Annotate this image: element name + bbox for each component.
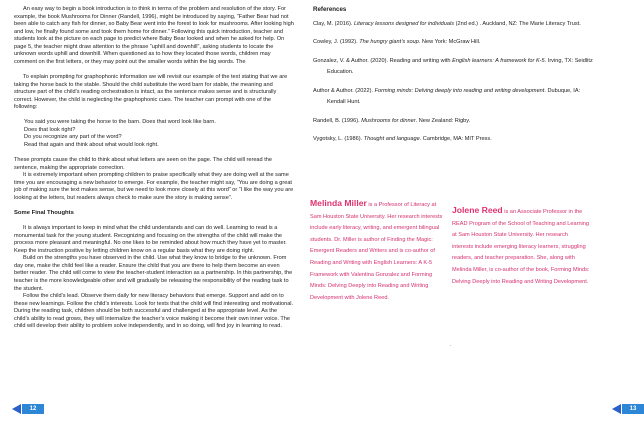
- reference-title: English learners: A framework for K-5: [452, 57, 545, 64]
- reference-title: Forming minds: Delving deeply into reading and writing development: [374, 87, 545, 94]
- reference-publisher: . New Zealand: Rigby.: [415, 117, 471, 124]
- reference-author: Author & Author. (2022).: [313, 87, 375, 94]
- reference-item: [313, 37, 595, 49]
- reference-publisher: . Dubuque, IA: Kendall Hunt.: [327, 87, 581, 106]
- reference-author: Gonzalez, V. & Author. (2020). Reading and writing with: [313, 57, 453, 64]
- reference-author: Clay, M. (2016).: [313, 21, 354, 27]
- reference-author: Vygotsky, L. (1986).: [313, 136, 364, 143]
- previous-page-arrow-icon[interactable]: [612, 404, 621, 414]
- left-body-text: [14, 6, 294, 331]
- author-bio-jolene-reed: [452, 205, 590, 288]
- stray-mark: .: [450, 342, 452, 348]
- left-page: [0, 0, 300, 424]
- paragraph: It is always important to keep in mind what the child understands and can do well. Learning to read is a monumental task for the young student. Recognizing and focusing on the strengths of the child will make the process more pleasant and meaningful. No one likes to be reminded about how much they have yet to master. Keep the instruction positive by letting children know on a regular basis what they are doing right.: [14, 225, 287, 254]
- previous-page-arrow-icon[interactable]: [12, 404, 21, 414]
- references-heading: References: [313, 6, 347, 13]
- reference-title: Mushrooms for dinner: [361, 117, 416, 124]
- author-bio-text: is a Professor of Literacy at Sam Houston State University. Her research interests include early literacy, writing, and emergent bilingual students. Dr. Miller is author of Finding the Magic: Emergent Readers and Writers and is co-author of Reading and Writing with English Learners: A K-5 Framework with Valentina Gonzalez and Forming Minds: Delving Deeply into Reading and Writing Development with Jolene Reed.: [310, 202, 443, 301]
- paragraph: Follow the child’s lead. Observe them daily for new literacy behaviors that emerge. Support and add on to these new learnings. Follow the child’s interests. Look for texts that the child will find interesting and motivational. During the reading task, children should be both successful and challenged at the appropriate level. As the child’s ability to read grows, they will internalize the teacher’s voice making it become their own inner voice. The child will develop their ability to problem solve independently, and in so doing, will find joy in learning to read.: [14, 293, 294, 330]
- author-bio-melinda-miller: [310, 198, 446, 304]
- reference-author: Cowley, J. (1992).: [313, 39, 360, 46]
- references-section: [313, 6, 595, 153]
- reference-title: The hungry giant’s soup: [359, 39, 419, 46]
- section-heading: Some Final Thoughts: [14, 209, 74, 216]
- reference-item: [313, 56, 595, 79]
- paragraph: It is extremely important when prompting children to praise specifically what they are doing well at the same time you are encouraging a new behavior to emerge. For example, the teacher might say, “You are doing a great job of making sure the text makes sense, but we need to look more closely at this word” or “I like the way you are looking at the letters, but readers always check to make sure the story is making sense”.: [14, 172, 294, 201]
- quote-line: Does that look right?: [24, 126, 76, 133]
- paragraph: Build on the strengths you have observed in the child. Use what they know to bridge to the unknown. From day one, make the child feel like a reader. Ensure the child that you are there to help them become an even better reader. The child will come to view the teacher-student interaction as a partnership. In this partnership, the teacher is the more knowledgeable other and will gradually be releasing the responsibility of the reading task to the student.: [14, 255, 293, 292]
- right-page-footer: [612, 404, 644, 414]
- quote-line: You said you were taking the horse to the barn. Does that word look like barn.: [24, 119, 216, 126]
- reference-publisher: . Irving, TX: Seidlitz Education.: [327, 57, 593, 76]
- reference-item: [313, 134, 595, 146]
- reference-publisher: . Cambridge, MA: MIT Press.: [419, 136, 492, 143]
- reference-author: Randell, B. (1996).: [313, 117, 362, 124]
- page-number-tab: 13: [622, 404, 644, 414]
- reference-item: [313, 19, 595, 31]
- author-name: Melinda Miller: [310, 198, 367, 208]
- reference-item: [313, 86, 595, 109]
- reference-item: [313, 116, 595, 128]
- quote-line: Do you recognize any part of the word?: [24, 134, 122, 141]
- paragraph: An easy way to begin a book introduction is to think in terms of the problem and resolution of the story. For example, the book Mushrooms for Dinner (Randell, 1996), might be introduced by saying, “Father Bear had not been able to catch any fish for dinner, so Baby Bear went into the forest to look for mushrooms. After looking high and low, he finally found some and took them home for dinner.” Following this quick introduction, teacher and students look at the picture on each page to predict where Baby Bear looked and when he asked for help. On page 5, the teacher might draw attention to the phrase “uphill and downhill”, asking students to locate the unknown words uphill and downhill. When questioned as to how they located those words, children may comment on the first letters, or they may point out the smaller words within the big words. The: [14, 6, 294, 65]
- reference-publisher: (2nd ed.) . Auckland, NZ: The Marie Literacy Trust.: [454, 21, 581, 27]
- right-page: [300, 0, 637, 424]
- left-page-footer: [12, 404, 44, 414]
- reference-title: Literacy lessons designed for individuals: [353, 21, 455, 27]
- quote-line: Read that again and think about what would look right.: [24, 141, 159, 148]
- reference-title: Thought and language: [363, 136, 420, 143]
- paragraph: These prompts cause the child to think about what letters are seen on the page. The child will reread the sentence, making the appropriate correction.: [14, 157, 272, 171]
- author-name: Jolene Reed: [452, 205, 503, 215]
- page-number-tab: 12: [22, 404, 44, 414]
- reference-publisher: . New York: McGraw Hill.: [418, 39, 481, 46]
- author-bio-text: is an Associate Professor in the READ Program of the School of Teaching and Learning at Sam Houston State University. Her research interests include emerging literacy learners, struggling readers, and teacher preparation. She, along with Melinda Miller, is co-author of the book, Forming Minds: Delving Deeply into Reading and Writing Development.: [452, 209, 590, 285]
- paragraph: To explain prompting for graphophonic information we will revisit our example of the text stating that we are taking the horse back to the stable. Should the child substitute the word barn for stable, the meaning and structure part of the child’s reading orchestration is intact, as the sentence makes sense and is structurally correct. However, the child is neglecting the graphophonic cues. The teacher can prompt with one of the following:: [14, 73, 288, 111]
